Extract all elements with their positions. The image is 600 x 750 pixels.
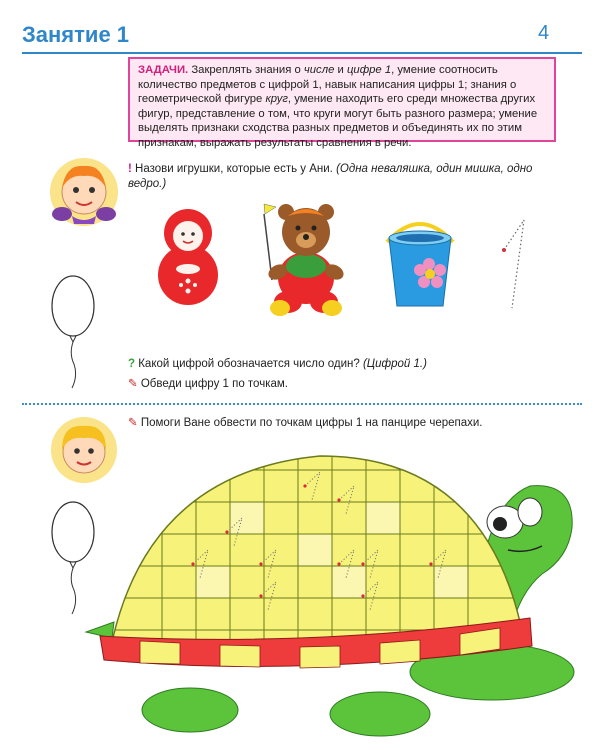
turtle-illustration [80,442,580,742]
bucket-toy [379,212,461,310]
lesson-title: Занятие 1 [22,22,130,47]
page-number: 4 [538,22,550,44]
tasks-label: ЗАДАЧИ. [138,64,189,76]
title-rule [22,52,582,54]
tasks-text-3: , умение соотносить количество предметов с цифрой 1, навык написания цифры 1; знания о геометрической фигуре [138,64,517,105]
question-toys-text: Назови игрушки, которые есть у Ани. [135,163,333,175]
question-digit-answer: (Цифрой 1.) [362,358,427,370]
tasks-box [128,57,556,149]
pencil-icon: ✎ [128,417,138,429]
pencil-icon: ✎ [128,378,138,390]
question-digit-text: Какой цифрой обозначается число один? [138,358,360,370]
tasks-em-1: числе [303,64,335,76]
tasks-em-2: цифре 1 [346,64,392,76]
roly-poly-toy [152,205,224,307]
question-digit [128,357,548,372]
question-toys-answer: (Одна неваляшка, один мишка, одно ведро.) [128,163,533,190]
question-mark-icon: ? [128,358,136,370]
teddy-bear-toy [244,198,356,323]
tasks-text-2: и [334,64,347,76]
section-separator [22,403,582,405]
balloon-outline [48,272,98,390]
girl-avatar [48,152,122,232]
tasks-em-3: круг [265,93,288,105]
instruction-trace-text: Обведи цифру 1 по точкам. [140,378,288,390]
instruction-turtle-text: Помоги Ване обвести по точкам цифры 1 на панцире черепахи. [140,417,483,429]
exclamation-icon: ! [128,163,132,175]
trace-digit-one [488,212,538,312]
question-toys [128,162,548,192]
instruction-trace [128,377,548,392]
instruction-turtle [128,416,568,431]
tasks-text-1: Закреплять знания о [188,64,304,76]
tasks-text-4: , умение находить его среди множества других фигур, представление о том, что круги могут быть разного размера; умение выделять признаки сходства разных предметов и объединять их по этим признакам, выражать результаты сравнения в речи. [138,93,538,149]
